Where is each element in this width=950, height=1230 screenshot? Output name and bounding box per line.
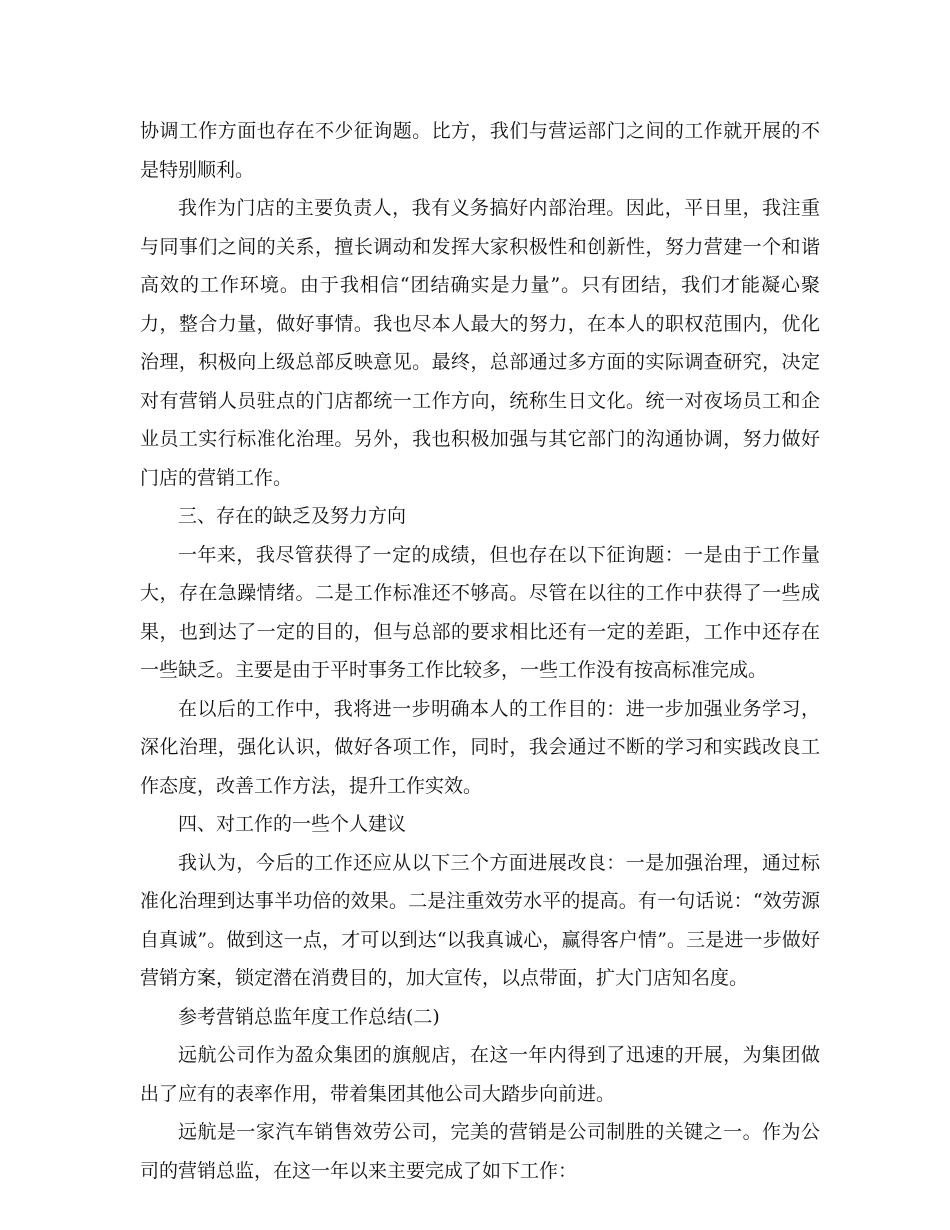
document-page (140, 112, 820, 1190)
section-heading-shortcomings: 三、存在的缺乏及努力方向 (178, 505, 407, 527)
document-subtitle: 参考营销总监年度工作总结(二) (178, 1005, 440, 1028)
paragraph-internal-management: 我作为门店的主要负责人，我有义务搞好内部治理。因此，平日里，我注重与同事们之间的关系，擅长调动和发挥大家积极性和创新性，努力营建一个和谐高效的工作环境。由于我相信“团结确实是力量”。只有团结，我们才能凝心聚力，整合力量，做好事情。我也尽本人最大的努力，在本人的职权范围内，优化治理，积极向上级总部反映意见。最终，总部通过多方面的实际调查研究，决定对有营销人员驻点的门店都统一工作方向，统称生日文化。统一对夜场员工和企业员工实行标准化治理。另外，我也积极加强与其它部门的沟通协调，努力做好门店的营销工作。 (140, 197, 820, 489)
paragraph-future-goals: 在以后的工作中，我将进一步明确本人的工作目的：进一步加强业务学习，深化治理，强化认识，做好各项工作，同时，我会通过不断的学习和实践改良工作态度，改善工作方法，提升工作实效。 (140, 697, 820, 797)
paragraph-suggestions: 我认为，今后的工作还应从以下三个方面进展改良：一是加强治理，通过标准化治理到达事半功倍的效果。二是注重效劳水平的提高。有一句话说：“效劳源自真诚”。做到这一点，才可以到达“以我真诚心，赢得客户情”。三是进一步做好营销方案，锁定潜在消费目的，加大宣传，以点带面，扩大门店知名度。 (140, 851, 820, 989)
section-heading-suggestions: 四、对工作的一些个人建议 (178, 813, 407, 835)
paragraph-company-intro: 远航公司作为盈众集团的旗舰店，在这一年内得到了迅速的开展，为集团做出了应有的表率作用，带着集团其他公司大踏步向前进。 (140, 1044, 820, 1105)
paragraph-shortcomings: 一年来，我尽管获得了一定的成绩，但也存在以下征询题：一是由于工作量大，存在急躁情绪。二是工作标准还不够高。尽管在以往的工作中获得了一些成果，也到达了一定的目的，但与总部的要求相比还有一定的差距，工作中还存在一些缺乏。主要是由于平时事务工作比较多，一些工作没有按高标准完成。 (140, 543, 820, 681)
paragraph-work-overview: 远航是一家汽车销售效劳公司，完美的营销是公司制胜的关键之一。作为公司的营销总监，在这一年以来主要完成了如下工作： (140, 1121, 820, 1182)
paragraph-continuation: 协调工作方面也存在不少征询题。比方，我们与营运部门之间的工作就开展的不是特别顺利。 (140, 120, 820, 181)
